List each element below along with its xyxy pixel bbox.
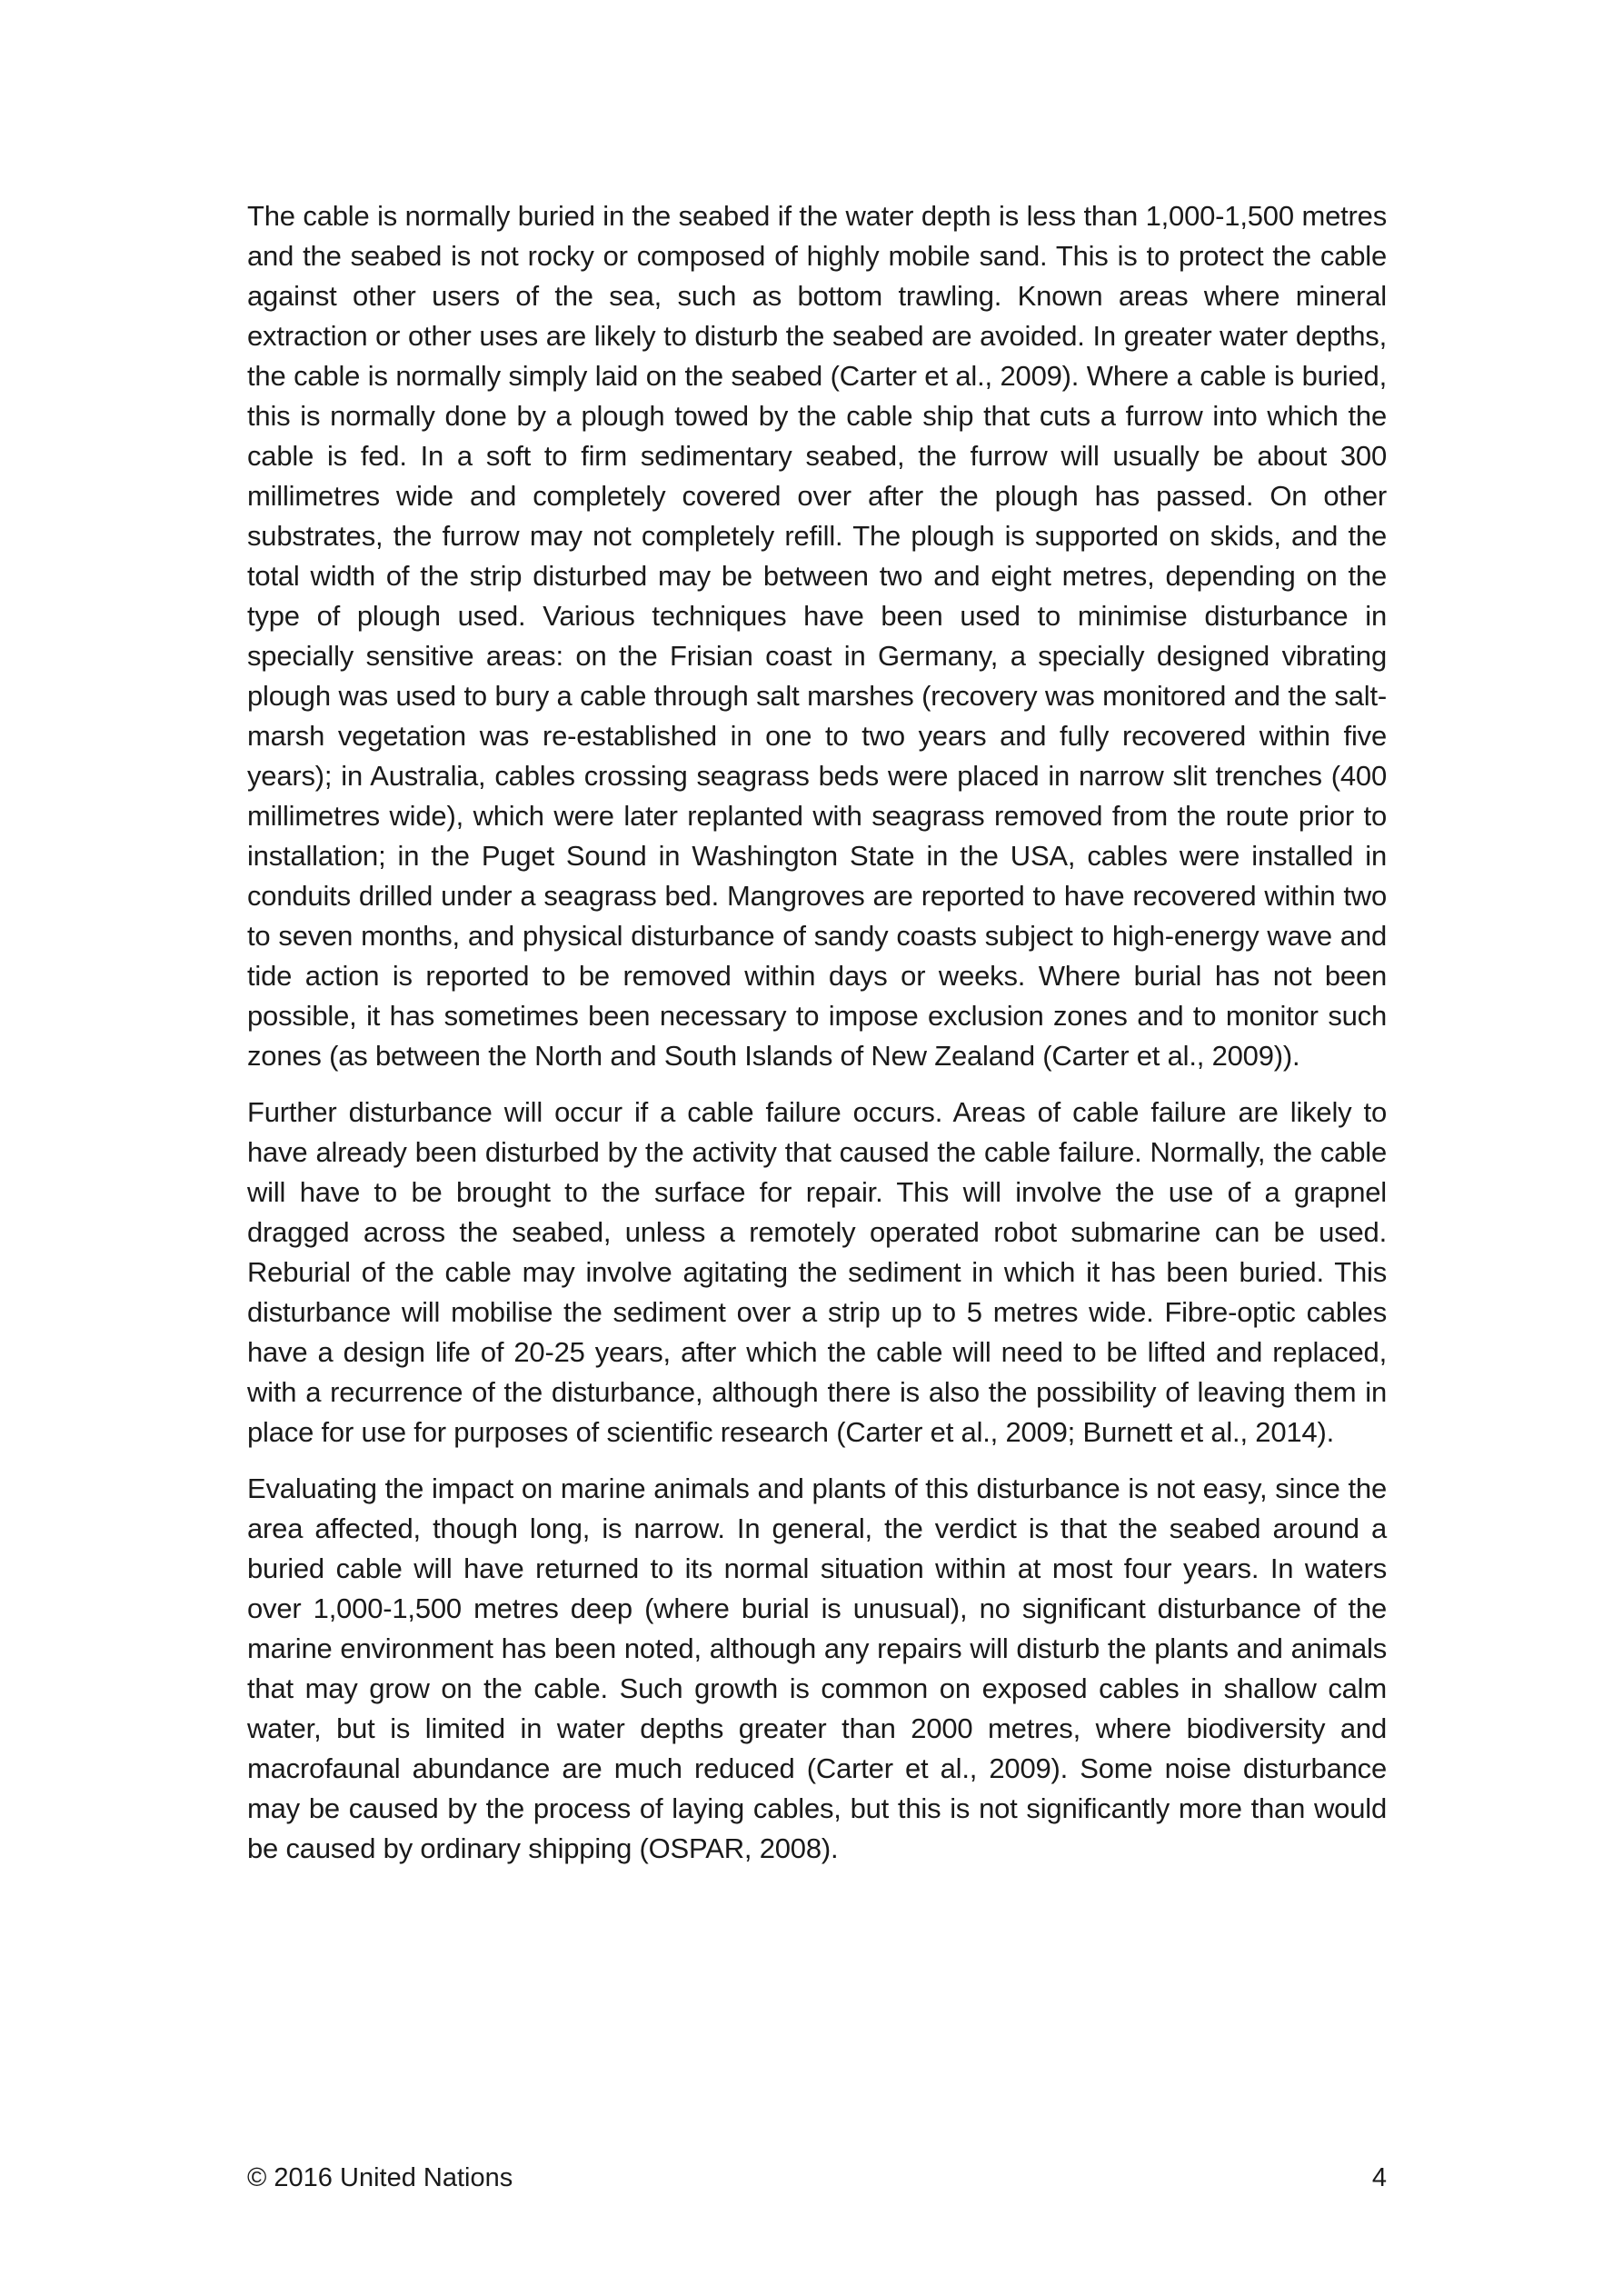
page-footer — [247, 2158, 1387, 2198]
page-body — [247, 196, 1387, 1885]
paragraph-cable-failure: Further disturbance will occur if a cable failure occurs. Areas of cable failure are likely to have already been disturbed by the activity that caused the cable failure. Normally, the cable will have to be brought to the surface for repair. This will involve the use of a grapnel dragged across the seabed, unless a remotely operated robot submarine can be used. Reburial of the cable may involve agitating the sediment in which it has been buried. This disturbance will mobilise the sediment over a strip up to 5 metres wide. Fibre-optic cables have a design life of 20-25 years, after which the cable will need to be lifted and replaced, with a recurrence of the disturbance, although there is also the possibility of leaving them in place for use for purposes of scientific research (Carter et al., 2009; Burnett et al., 2014). — [247, 1096, 1387, 1448]
page-number: 4 — [1371, 2163, 1387, 2192]
paragraph-cable-burial: The cable is normally buried in the seabed if the water depth is less than 1,000-1,500 metres and the seabed is not rocky or composed of highly mobile sand. This is to protect the cable against other users of the sea, such as bottom trawling. Known areas where mineral extraction or other uses are likely to disturb the seabed are avoided. In greater water depths, the cable is normally simply laid on the seabed (Carter et al., 2009). Where a cable is buried, this is normally done by a plough towed by the cable ship that cuts a furrow into which the cable is fed. In a soft to firm sedimentary seabed, the furrow will usually be about 300 millimetres wide and completely covered over after the plough has passed. On other substrates, the furrow may not completely refill. The plough is supported on skids, and the total width of the strip disturbed may be between two and eight metres, depending on the type of plough used. Various techniques have been used to minimise disturbance in specially sensitive areas: on the Frisian coast in Germany, a specially designed vibrating plough was used to bury a cable through salt marshes (recovery was monitored and the salt-marsh vegetation was re-established in one to two years and fully recovered within five years); in Australia, cables crossing seagrass beds were placed in narrow slit trenches (400 millimetres wide), which were later replanted with seagrass removed from the route prior to installation; in the Puget Sound in Washington State in the USA, cables were installed in conduits drilled under a seagrass bed. Mangroves are reported to have recovered within two to seven months, and physical disturbance of sandy coasts subject to high-energy wave and tide action is reported to be removed within days or weeks. Where burial has not been possible, it has sometimes been necessary to impose exclusion zones and to monitor such zones (as between the North and South Islands of New Zealand (Carter et al., 2009)). — [247, 200, 1387, 1072]
copyright-notice: © 2016 United Nations — [247, 2163, 513, 2192]
paragraph-impact-evaluation: Evaluating the impact on marine animals and plants of this disturbance is not easy, since the area affected, though long, is narrow. In general, the verdict is that the seabed around a buried cable will have returned to its normal situation within at most four years. In waters over 1,000-1,500 metres deep (where burial is unusual), no significant disturbance of the marine environment has been noted, although any repairs will disturb the plants and animals that may grow on the cable. Such growth is common on exposed cables in shallow calm water, but is limited in water depths greater than 2000 metres, where biodiversity and macrofaunal abundance are much reduced (Carter et al., 2009). Some noise disturbance may be caused by the process of laying cables, but this is not significantly more than would be caused by ordinary shipping (OSPAR, 2008). — [247, 1472, 1387, 1864]
